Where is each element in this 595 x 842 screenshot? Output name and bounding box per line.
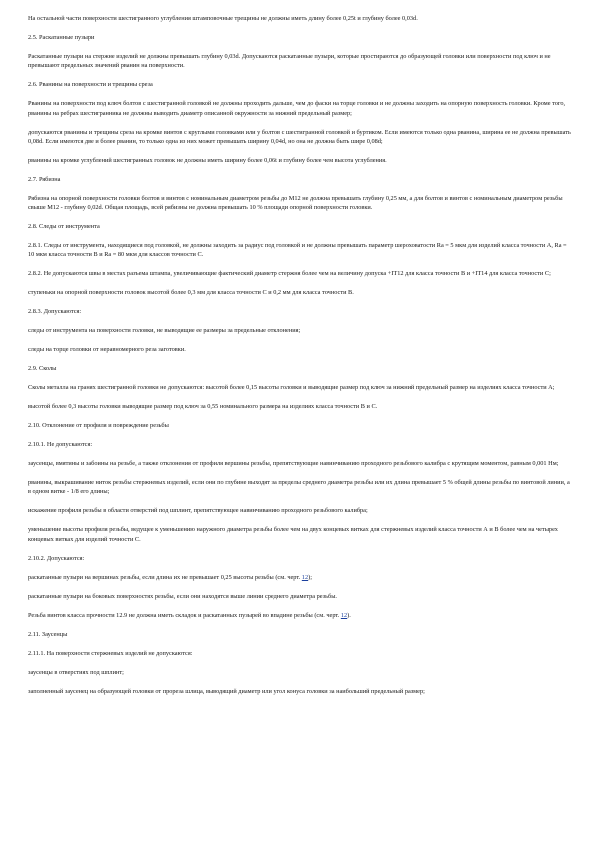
paragraph bbox=[28, 649, 571, 658]
paragraph-text: уменьшение высоты профиля резьбы, ведущее к уменьшению наружного диаметра резьбы более чем на двух концевых витках для стержневых изделий класса точности А и В более чем на четырех концевых витках для изделий точности С. bbox=[28, 526, 558, 543]
paragraph bbox=[28, 554, 571, 563]
paragraph-text: искажение профиля резьбы в области отверстий под шплинт, препятствующее навинчиванию проходного резьбового калибра; bbox=[28, 507, 368, 515]
paragraph bbox=[28, 194, 571, 213]
paragraph bbox=[28, 506, 571, 515]
paragraph bbox=[28, 128, 571, 147]
drawing-reference-link[interactable]: 12 bbox=[301, 573, 309, 581]
paragraph-text-tail: ). bbox=[347, 611, 351, 619]
paragraph bbox=[28, 383, 571, 392]
paragraph-text: заусенцы в отверстиях под шплинт; bbox=[28, 668, 124, 676]
paragraph-text: допускаются рванины и трещины среза на кромке винтов с круглыми головками или у болтов с шестигранной головкой и буртиком. Если имеются только одна рванина, ширина ее не должна превышать 0,08d. Если имеются две и более рванин, то только одна из них может превышать ширину 0,04d, но она не должна быть шире 0,08d; bbox=[28, 128, 571, 145]
paragraph bbox=[28, 687, 571, 696]
paragraph bbox=[28, 288, 571, 297]
paragraph bbox=[28, 156, 571, 165]
paragraph bbox=[28, 99, 571, 118]
paragraph-text: 2.10.1. Не допускаются: bbox=[28, 441, 93, 449]
paragraph bbox=[28, 241, 571, 260]
paragraph-text: 2.10. Отклонение от профиля и повреждение резьбы bbox=[28, 422, 169, 430]
paragraph-text: Резьба винтов класса прочности 12.9 не должна иметь складок и раскатанных пузырей во впадине резьбы (см. черт. bbox=[28, 611, 341, 619]
paragraph-text-tail: ); bbox=[308, 573, 312, 581]
paragraph bbox=[28, 269, 571, 278]
paragraph bbox=[28, 440, 571, 449]
paragraph-text: 2.7. Рябизна bbox=[28, 175, 61, 183]
paragraph bbox=[28, 592, 571, 601]
paragraph-text: На остальной части поверхности шестигранного углубления штамповочные трещины не должны иметь длину более 0,25t и глубину более 0,03d. bbox=[28, 15, 418, 22]
paragraph-text: Раскатанные пузыри на стержне изделий не должны превышать глубину 0,03d. Допускаются раскатанные пузыри, которые простираются до образующей головки или поверхности под ключ и не превышают предельных значений рванин на поверхности. bbox=[28, 52, 551, 70]
paragraph bbox=[28, 80, 571, 89]
paragraph-text: следы от инструмента на поверхности головки, не выводящие ее размеры за предельные отклонения; bbox=[28, 327, 301, 335]
paragraph-text: заусенцы, вмятины и забоины на резьбе, а также отклонения от профиля вершины резьбы, препятствующие навинчиванию проходного резьбового калибра с крутящим моментом, равным 0,001 Нм; bbox=[28, 460, 559, 468]
paragraph bbox=[28, 668, 571, 677]
paragraph-text: рванины, выкрашивание ниток резьбы стержневых изделий, если они по глубине выходят за пределы среднего диаметра резьбы или их длина превышает 5 % общей длины резьбы по винтовой линии, а в одном витке - 1/8 его длины; bbox=[28, 479, 570, 496]
paragraph-text: 2.8.3. Допускаются: bbox=[28, 308, 82, 316]
paragraph-text: 2.8.2. Не допускаются швы в местах разъема штампа, увеличивающие фактический диаметр стержня более чем на величину допуска +IT12 для класса точности В и +IT14 для класса точности С; bbox=[28, 270, 551, 278]
paragraph-text: 2.5. Раскатанные пузыри bbox=[28, 33, 95, 41]
paragraph-text: 2.9. Сколы bbox=[28, 365, 57, 373]
paragraph-text: раскатанные пузыри на вершинах резьбы, если длина их не превышает 0,25 высоты резьбы (см. черт. bbox=[28, 573, 302, 581]
paragraph-text: рванины на кромке углублений шестигранных головок не должны иметь ширину более 0,06t и глубину более чем высота углубления. bbox=[28, 156, 387, 164]
paragraph-text: раскатанные пузыри на боковых поверхностях резьбы, если они находятся выше линии среднего диаметра резьбы. bbox=[28, 592, 337, 600]
paragraph bbox=[28, 52, 571, 71]
paragraph bbox=[28, 14, 571, 23]
paragraph-text: высотой более 0,3 высоты головки выводящие размер под ключ за 0,55 номинального размера на изделиях класса точности В и С. bbox=[28, 403, 378, 411]
paragraph bbox=[28, 326, 571, 335]
paragraph-text: 2.6. Рванины на поверхности и трещины среза bbox=[28, 81, 153, 89]
paragraph-text: Рябизна на опорной поверхности головки болтов и винтов с номинальным диаметром резьбы до М12 не должна превышать глубину 0,25 мм, а для болтов и винтов с номинальным диаметром резьбы свыше М12 - глубину 0,02d. Общая площадь, всей рябизны не должна превышать 10 % площади опорной поверхности головки. bbox=[28, 194, 563, 212]
paragraph-text: Сколы металла на гранях шестигранной головки не допускаются: высотой более 0,15 высоты головки и выводящие размер под ключ за нижний предельный размер на изделиях класса точности А; bbox=[28, 384, 555, 392]
paragraph-text: 2.8. Следы от инструмента bbox=[28, 223, 100, 231]
paragraph-text: ступеньки на опорной поверхности головок высотой более 0,3 мм для класса точности С и 0,2 мм для класса точности В. bbox=[28, 289, 354, 297]
paragraph bbox=[28, 573, 571, 582]
paragraph bbox=[28, 402, 571, 411]
paragraph-text: заполненный заусенец на образующей головки от прореза шлица, выводящий диаметр или угол конуса головки за наибольший предельный размер; bbox=[28, 687, 425, 695]
paragraph bbox=[28, 33, 571, 42]
paragraph bbox=[28, 364, 571, 373]
paragraph bbox=[28, 175, 571, 184]
paragraph-text: Рванины на поверхности под ключ болтов с шестигранной головкой не должны проходить дальше, чем до фаски на торце головки и не должны заходить на опорную поверхность головки. Кроме того, рванины на ребрах шестигранника не должны выводить диаметр описанной окружности за нижний предельный размер; bbox=[28, 100, 566, 117]
paragraph bbox=[28, 630, 571, 639]
paragraph-text: 2.11.1. На поверхности стержневых изделий не допускаются: bbox=[28, 649, 193, 657]
paragraph bbox=[28, 345, 571, 354]
paragraph bbox=[28, 307, 571, 316]
drawing-reference-link[interactable]: 12 bbox=[340, 611, 348, 619]
paragraph bbox=[28, 611, 571, 620]
paragraph bbox=[28, 222, 571, 231]
paragraph-text: 2.10.2. Допускаются: bbox=[28, 554, 85, 562]
paragraph bbox=[28, 525, 571, 544]
paragraph-text: следы на торце головки от неравномерного реза заготовки. bbox=[28, 346, 186, 354]
paragraph bbox=[28, 421, 571, 430]
paragraph-text: 2.8.1. Следы от инструмента, находящиеся под головкой, не должны заходить за радиус под головкой и не должны превышать параметр шероховатости Ra = 5 мкм для изделий класса точности А, Ra = 10 мкм класса точности В и Ra = 80 мкм для классов точности С. bbox=[28, 242, 567, 259]
paragraph-text: 2.11. Заусенцы bbox=[28, 630, 68, 638]
paragraph bbox=[28, 478, 571, 497]
paragraph bbox=[28, 459, 571, 468]
